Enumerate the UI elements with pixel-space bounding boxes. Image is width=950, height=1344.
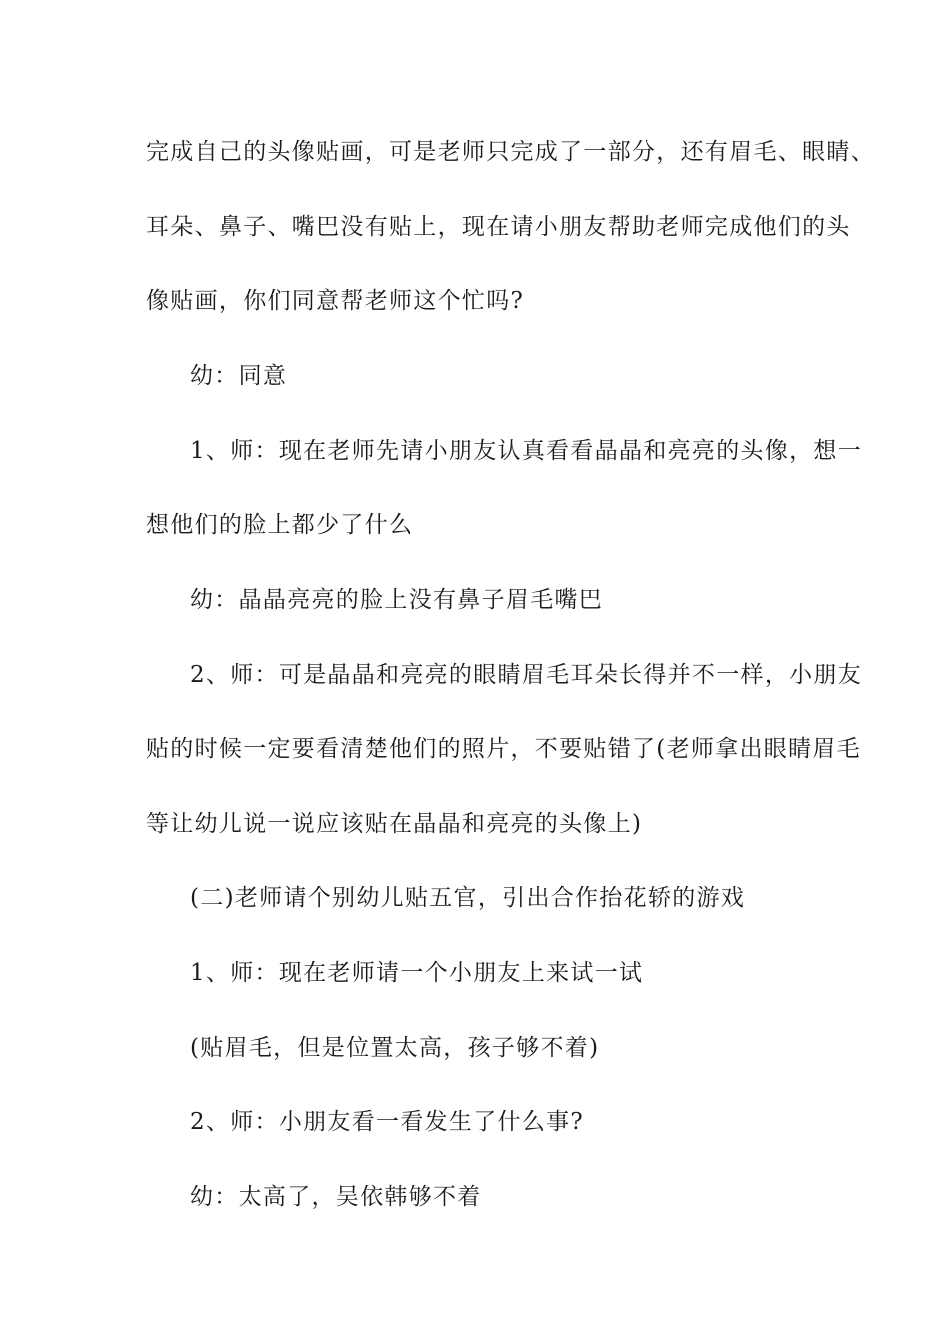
paragraph-line: 贴的时候一定要看清楚他们的照片，不要贴错了(老师拿出眼睛眉毛	[146, 736, 861, 762]
paragraph-line: 2、师：小朋友看一看发生了什么事?	[190, 1109, 585, 1135]
paragraph-line: 等让幼儿说一说应该贴在晶晶和亮亮的头像上)	[146, 811, 643, 837]
paragraph-line: 像贴画，你们同意帮老师这个忙吗?	[146, 288, 525, 314]
paragraph-line: 幼：晶晶亮亮的脸上没有鼻子眉毛嘴巴	[190, 587, 604, 613]
paragraph-line: 1、师：现在老师先请小朋友认真看看晶晶和亮亮的头像，想一	[190, 438, 863, 464]
paragraph-line: 想他们的脸上都少了什么	[146, 512, 414, 538]
paragraph-line: 2、师：可是晶晶和亮亮的眼睛眉毛耳朵长得并不一样，小朋友	[190, 662, 863, 688]
paragraph-line: 完成自己的头像贴画，可是老师只完成了一部分，还有眉毛、眼睛、	[146, 139, 875, 165]
paragraph-line: 耳朵、鼻子、嘴巴没有贴上，现在请小朋友帮助老师完成他们的头	[146, 214, 851, 240]
paragraph-line: 幼：太高了，吴依韩够不着	[190, 1184, 482, 1210]
paragraph-line: (二)老师请个别幼儿贴五官，引出合作抬花轿的游戏	[190, 885, 746, 911]
paragraph-line: 1、师：现在老师请一个小朋友上来试一试	[190, 960, 644, 986]
paragraph-line: (贴眉毛，但是位置太高，孩子够不着)	[190, 1035, 600, 1061]
paragraph-line: 幼：同意	[190, 363, 288, 389]
